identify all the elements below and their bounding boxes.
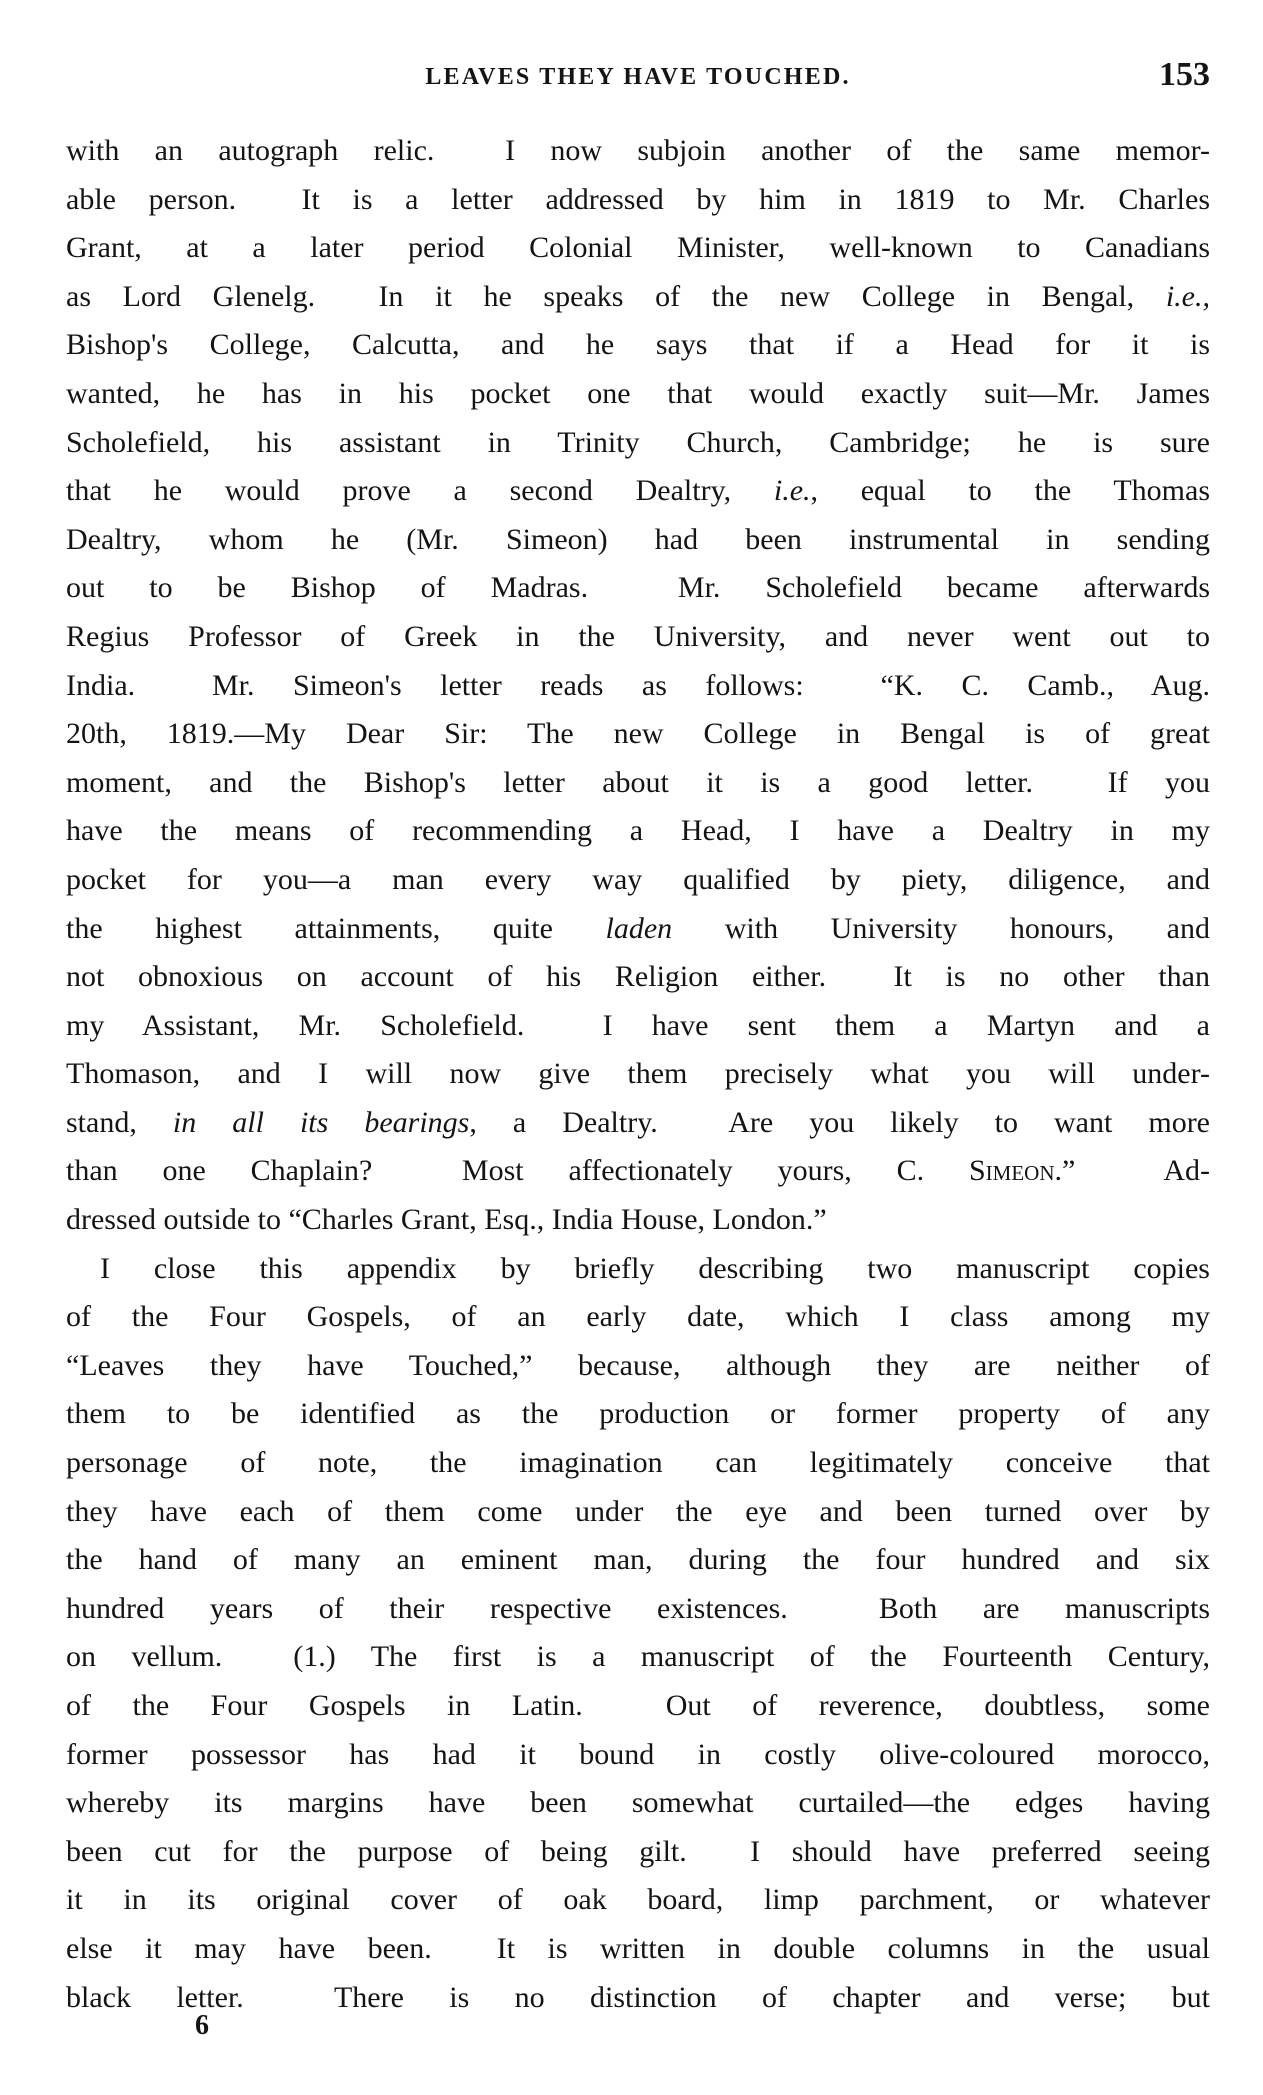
text-line [66, 856, 1210, 905]
text-segment: former possessor has had it bound in costly olive-coloured morocco, [66, 1737, 1210, 1771]
body-text [66, 127, 1210, 2022]
text-segment: wanted, he has in his pocket one that would exactly suit—Mr. James [66, 376, 1210, 410]
text-segment: they have each of them come under the eye and been turned over by [66, 1494, 1210, 1528]
text-line [66, 1633, 1210, 1682]
text-segment: on vellum. (1.) The first is a manuscript of the Fourteenth Century, [66, 1640, 1210, 1674]
text-segment-italic: i.e. [773, 474, 811, 508]
text-line [66, 905, 1210, 954]
text-segment: of the Four Gospels, of an early date, which I class among my [66, 1300, 1210, 1334]
text-line [66, 1779, 1210, 1828]
text-segment: Regius Professor of Greek in the University, and never went out to [66, 619, 1210, 653]
text-segment: .” Ad- [1054, 1154, 1210, 1188]
text-line [66, 516, 1210, 565]
text-segment: black letter. There is no distinction of chapter and verse; but [66, 1980, 1210, 2014]
running-title: LEAVES THEY HAVE TOUCHED. [425, 64, 851, 90]
text-segment-italic: laden [605, 911, 673, 945]
text-line [66, 1439, 1210, 1488]
text-segment: with University honours, and [672, 911, 1210, 945]
text-segment: moment, and the Bishop's letter about it is a good letter. If you [66, 765, 1210, 799]
text-segment: have the means of recommending a Head, I have a Dealtry in my [66, 814, 1210, 848]
text-line [66, 127, 1210, 176]
text-line [66, 1245, 1210, 1294]
text-line [66, 1342, 1210, 1391]
text-segment: personage of note, the imagination can legitimately conceive that [66, 1446, 1210, 1480]
text-line [66, 176, 1210, 225]
text-line [66, 419, 1210, 468]
text-line [66, 613, 1210, 662]
text-line [66, 1974, 1210, 2023]
text-line [66, 370, 1210, 419]
text-line [66, 1585, 1210, 1634]
text-line [66, 1925, 1210, 1974]
text-segment: pocket for you—a man every way qualified by piety, diligence, and [66, 862, 1210, 896]
text-line [66, 1002, 1210, 1051]
text-segment: been cut for the purpose of being gilt. I should have preferred seeing [66, 1834, 1210, 1868]
text-line [66, 1731, 1210, 1780]
text-line [66, 1147, 1210, 1196]
text-segment: them to be identified as the production or former property of any [66, 1397, 1210, 1431]
text-line [66, 321, 1210, 370]
text-segment: dressed outside to “Charles Grant, Esq., India House, London.” [66, 1203, 827, 1237]
text-line [66, 564, 1210, 613]
text-segment: my Assistant, Mr. Scholefield. I have sent them a Martyn and a [66, 1008, 1210, 1042]
text-segment-smallcaps: Simeon [968, 1154, 1055, 1188]
text-segment: than one Chaplain? Most affectionately yours, C. [66, 1154, 969, 1188]
text-segment: of the Four Gospels in Latin. Out of reverence, doubtless, some [66, 1689, 1210, 1722]
text-line [66, 807, 1210, 856]
text-segment: “Leaves they have Touched,” because, although they are neither of [66, 1348, 1210, 1382]
text-line [66, 710, 1210, 759]
text-segment: hundred years of their respective existences. Both are manuscripts [66, 1591, 1210, 1625]
text-segment: the hand of many an eminent man, during the four hundred and six [66, 1543, 1210, 1577]
text-segment: Dealtry, whom he (Mr. Simeon) had been instrumental in sending [66, 522, 1210, 556]
text-line [66, 224, 1210, 273]
text-segment-italic: in all its bearings [172, 1105, 470, 1139]
text-segment: Thomason, and I will now give them precisely what you will under- [66, 1057, 1210, 1091]
text-segment: it in its original cover of oak board, limp parchment, or whatever [66, 1883, 1210, 1917]
text-line [66, 662, 1210, 711]
text-segment: not obnoxious on account of his Religion either. It is no other than [66, 960, 1210, 994]
text-segment: India. Mr. Simeon's letter reads as follows: “K. C. Camb., Aug. [66, 668, 1210, 702]
text-segment: able person. It is a letter addressed by him in 1819 to Mr. Charles [66, 182, 1210, 216]
running-head [66, 56, 1210, 100]
text-line [66, 1099, 1210, 1148]
text-segment: the highest attainments, quite [66, 911, 606, 945]
text-segment: , a Dealtry. Are you likely to want more [469, 1105, 1210, 1139]
text-line [66, 1682, 1210, 1731]
text-segment: else it may have been. It is written in double columns in the usual [66, 1931, 1210, 1965]
text-line [66, 1876, 1210, 1925]
text-line [66, 467, 1210, 516]
text-line [66, 1536, 1210, 1585]
text-segment: Bishop's College, Calcutta, and he says that if a Head for it is [66, 328, 1210, 362]
signature-mark: 6 [195, 2010, 209, 2041]
text-line [66, 1828, 1210, 1877]
text-segment: , equal to the Thomas [810, 474, 1210, 508]
text-segment: 20th, 1819.—My Dear Sir: The new College in Bengal is of great [66, 717, 1210, 751]
text-segment: whereby its margins have been somewhat curtailed—the edges having [66, 1786, 1210, 1820]
text-line [66, 1488, 1210, 1537]
text-segment: out to be Bishop of Madras. Mr. Scholefield became afterwards [66, 571, 1210, 605]
text-line [66, 759, 1210, 808]
text-segment: with an autograph relic. I now subjoin another of the same memor- [66, 134, 1210, 167]
text-segment: stand, [66, 1105, 173, 1139]
text-segment: that he would prove a second Dealtry, [66, 474, 774, 508]
text-line [66, 1196, 1210, 1245]
text-line [66, 1390, 1210, 1439]
text-line [66, 273, 1210, 322]
text-segment: as Lord Glenelg. In it he speaks of the new College in Bengal, [66, 279, 1166, 313]
text-segment: Scholefield, his assistant in Trinity Church, Cambridge; he is sure [66, 425, 1210, 459]
page-number: 153 [1159, 56, 1210, 93]
text-line [66, 953, 1210, 1002]
text-segment: Grant, at a later period Colonial Minister, well-known to Canadians [66, 231, 1210, 265]
text-segment: I close this appendix by briefly describing two manuscript copies [100, 1251, 1210, 1285]
text-line [66, 1050, 1210, 1099]
text-segment-italic: i.e., [1165, 279, 1210, 313]
text-line [66, 1293, 1210, 1342]
